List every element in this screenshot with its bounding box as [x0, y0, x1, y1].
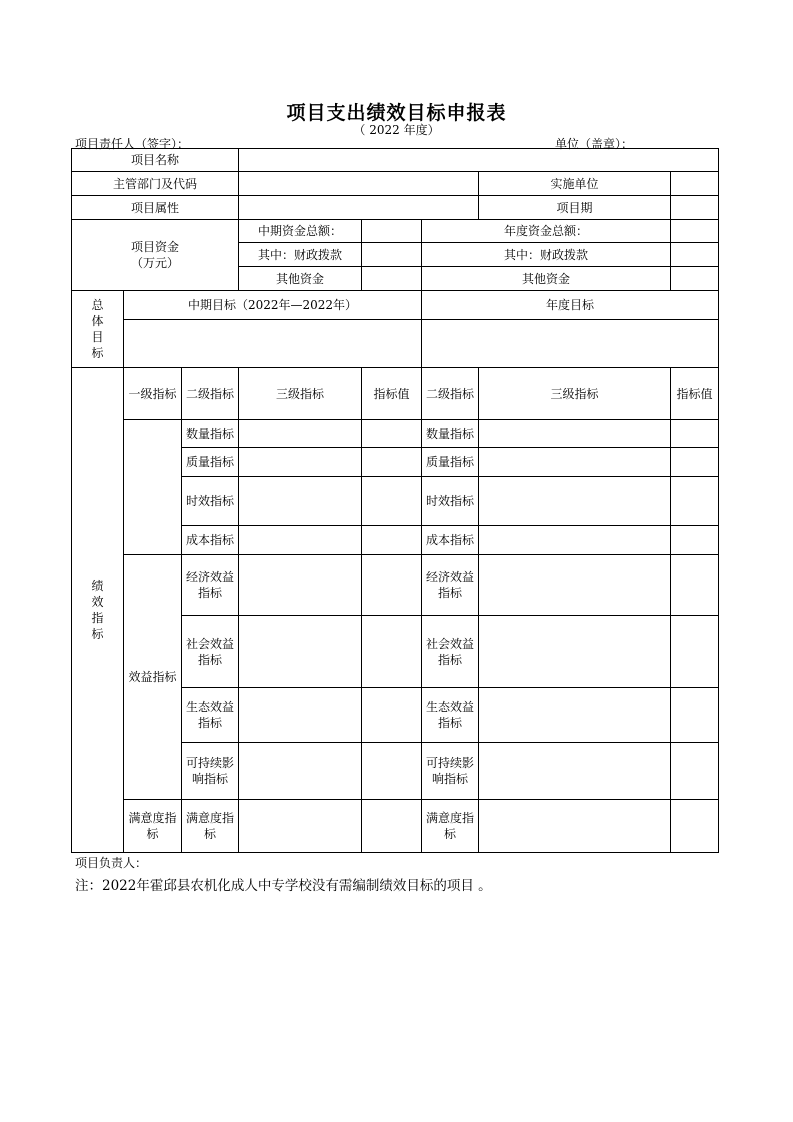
level3-header-right: 三级指标 — [479, 368, 671, 420]
performance-indicator-label — [72, 368, 124, 853]
goal-char: 总 — [91, 298, 104, 312]
economic-label-left — [182, 555, 239, 616]
label-line: 标 — [444, 827, 457, 841]
label-line: 指标 — [438, 716, 463, 730]
timeliness-label-left: 时效指标 — [182, 477, 239, 526]
indicator-value-field[interactable] — [671, 477, 719, 526]
label-line: 指标 — [198, 586, 223, 600]
label-line: 经济效益 — [426, 570, 475, 584]
label-line: 指标 — [198, 716, 223, 730]
funds-label-text: 项目资金 — [131, 240, 180, 254]
indicator-value-field[interactable] — [671, 448, 719, 477]
project-period-field[interactable] — [671, 196, 719, 220]
indicator-field[interactable] — [239, 688, 362, 743]
impl-unit-field[interactable] — [671, 172, 719, 196]
unit-seal-label: 单位（盖章）： — [555, 137, 634, 151]
indicator-value-field[interactable] — [671, 616, 719, 688]
project-name-field[interactable] — [239, 149, 719, 172]
indicator-value-field[interactable] — [362, 616, 422, 688]
indicator-field[interactable] — [239, 800, 362, 853]
goal-char: 体 — [91, 314, 104, 328]
indicator-value-field[interactable] — [362, 555, 422, 616]
year-other-field[interactable] — [671, 267, 719, 291]
indicator-value-field[interactable] — [671, 555, 719, 616]
indicator-field[interactable] — [239, 526, 362, 555]
cost-label-left: 成本指标 — [182, 526, 239, 555]
page-title: 项目支出绩效目标申报表 — [286, 102, 507, 124]
social-label-left — [182, 616, 239, 688]
satisfaction-level1-label — [124, 800, 182, 853]
label-line: 响指标 — [192, 772, 229, 786]
indicator-field[interactable] — [239, 743, 362, 800]
label-line: 可持续影 — [186, 756, 235, 770]
mid-term-goal-header: 中期目标（2022年—2022年） — [124, 291, 422, 320]
quantity-label-right: 数量指标 — [422, 420, 479, 448]
project-lead-label: 项目负责人： — [75, 856, 148, 870]
indicator-char: 指 — [91, 611, 104, 625]
mid-other-field[interactable] — [362, 267, 422, 291]
mid-term-goal-field[interactable] — [124, 320, 422, 368]
value-header-left: 指标值 — [362, 368, 422, 420]
ecological-label-right — [422, 688, 479, 743]
label-line: 标 — [146, 827, 159, 841]
mid-other-label: 其他资金 — [239, 267, 362, 291]
satisfaction-label-right — [422, 800, 479, 853]
indicator-char: 效 — [91, 595, 104, 609]
label-line: 经济效益 — [186, 570, 235, 584]
indicator-value-field[interactable] — [362, 800, 422, 853]
year-fiscal-label: 其中：财政拨款 — [422, 243, 671, 267]
label-line: 满意度指 — [186, 811, 235, 825]
impl-unit-label: 实施单位 — [479, 172, 671, 196]
indicator-field[interactable] — [479, 448, 671, 477]
indicator-value-field[interactable] — [671, 743, 719, 800]
indicator-field[interactable] — [479, 477, 671, 526]
indicator-value-field[interactable] — [362, 688, 422, 743]
label-line: 标 — [204, 827, 217, 841]
mid-total-field[interactable] — [362, 220, 422, 243]
label-line: 指标 — [198, 652, 223, 667]
label-line: 满意度指 — [128, 811, 177, 825]
indicator-field[interactable] — [479, 555, 671, 616]
social-label-right — [422, 616, 479, 688]
performance-goal-form — [71, 148, 719, 853]
year-other-label: 其他资金 — [422, 267, 671, 291]
project-name-label: 项目名称 — [72, 149, 239, 172]
responsible-signature-label: 项目责任人（签字）： — [75, 137, 190, 151]
indicator-field[interactable] — [239, 448, 362, 477]
label-line: 生态效益 — [426, 700, 475, 714]
indicator-value-field[interactable] — [362, 526, 422, 555]
annual-goal-header: 年度目标 — [422, 291, 719, 320]
level1-header: 一级指标 — [124, 368, 182, 420]
indicator-char: 标 — [91, 627, 104, 641]
mid-fiscal-field[interactable] — [362, 243, 422, 267]
project-attribute-field[interactable] — [239, 196, 479, 220]
quality-label-left: 质量指标 — [182, 448, 239, 477]
indicator-value-field[interactable] — [671, 800, 719, 853]
value-header-right: 指标值 — [671, 368, 719, 420]
indicator-field[interactable] — [479, 800, 671, 853]
indicator-field[interactable] — [239, 420, 362, 448]
sustainable-label-left — [182, 743, 239, 800]
label-line: 响指标 — [432, 772, 469, 786]
goal-char: 标 — [91, 346, 104, 360]
year-subtitle: （ 2022 年度） — [353, 123, 440, 137]
cost-label-right: 成本指标 — [422, 526, 479, 555]
indicator-value-field[interactable] — [362, 743, 422, 800]
indicator-field[interactable] — [479, 526, 671, 555]
sustainable-label-right — [422, 743, 479, 800]
label-line: 指标 — [438, 652, 463, 667]
mid-fiscal-label: 其中：财政拨款 — [239, 243, 362, 267]
economic-label-right — [422, 555, 479, 616]
quality-label-right: 质量指标 — [422, 448, 479, 477]
indicator-char: 绩 — [91, 579, 104, 593]
output-level1-cell — [124, 420, 182, 555]
label-line: 社会效益 — [186, 636, 235, 651]
indicator-value-field[interactable] — [362, 448, 422, 477]
indicator-value-field[interactable] — [671, 688, 719, 743]
indicator-field[interactable] — [479, 616, 671, 688]
mid-total-label: 中期资金总额： — [239, 220, 362, 243]
project-period-label: 项目期 — [479, 196, 671, 220]
annual-goal-field[interactable] — [422, 320, 719, 368]
indicator-field[interactable] — [479, 743, 671, 800]
indicator-field[interactable] — [239, 616, 362, 688]
indicator-field[interactable] — [239, 477, 362, 526]
indicator-value-field[interactable] — [362, 420, 422, 448]
label-line: 生态效益 — [186, 700, 235, 714]
indicator-field[interactable] — [239, 555, 362, 616]
dept-code-field[interactable] — [239, 172, 479, 196]
footnote: 注：2022年霍邱县农机化成人中专学校没有需编制绩效目标的项目 。 — [75, 878, 492, 894]
year-total-label: 年度资金总额： — [422, 220, 671, 243]
year-fiscal-field[interactable] — [671, 243, 719, 267]
benefit-level1-label: 效益指标 — [124, 555, 182, 800]
indicator-field[interactable] — [479, 420, 671, 448]
funds-unit-text: （万元） — [131, 256, 180, 270]
level2-header-left: 二级指标 — [182, 368, 239, 420]
level2-header-right: 二级指标 — [422, 368, 479, 420]
label-line: 满意度指 — [426, 811, 475, 825]
label-line: 社会效益 — [426, 636, 475, 651]
level3-header-left: 三级指标 — [239, 368, 362, 420]
timeliness-label-right: 时效指标 — [422, 477, 479, 526]
quantity-label-left: 数量指标 — [182, 420, 239, 448]
goal-char: 目 — [91, 330, 104, 344]
indicator-value-field[interactable] — [362, 477, 422, 526]
project-funds-label — [72, 220, 239, 291]
label-line: 指标 — [438, 586, 463, 600]
indicator-field[interactable] — [479, 688, 671, 743]
project-attribute-label: 项目属性 — [72, 196, 239, 220]
label-line: 可持续影 — [426, 756, 475, 770]
indicator-value-field[interactable] — [671, 420, 719, 448]
indicator-value-field[interactable] — [671, 526, 719, 555]
ecological-label-left — [182, 688, 239, 743]
dept-code-label: 主管部门及代码 — [72, 172, 239, 196]
satisfaction-label-left — [182, 800, 239, 853]
overall-goal-label — [72, 291, 124, 368]
year-total-field[interactable] — [671, 220, 719, 243]
